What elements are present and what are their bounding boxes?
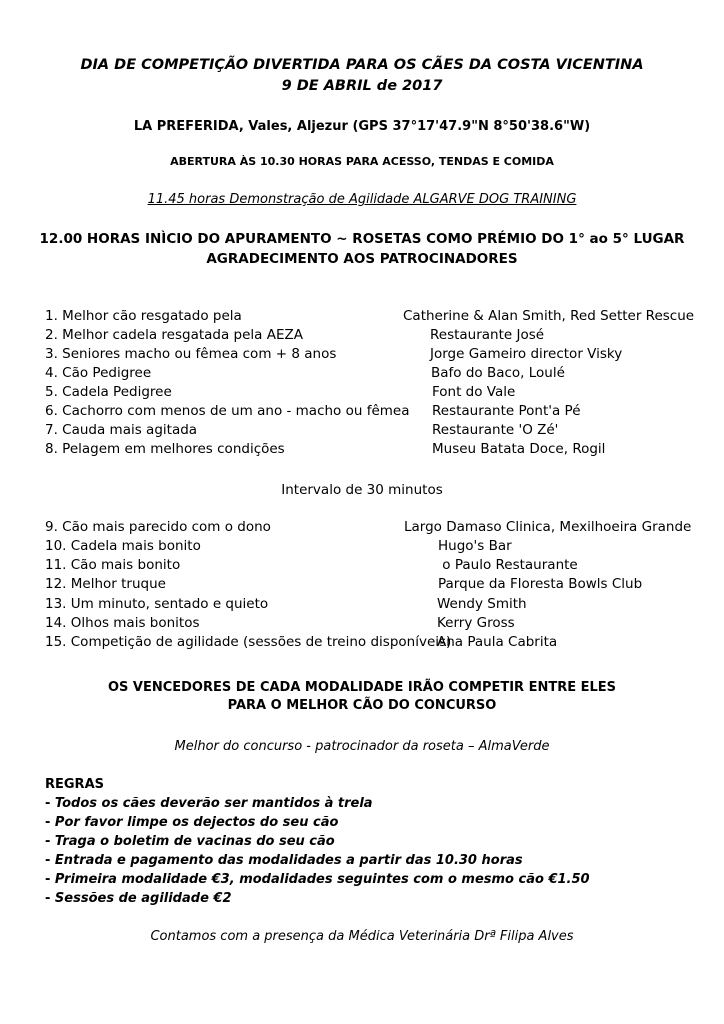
rule-item bbox=[45, 853, 523, 868]
rules-title: REGRAS bbox=[45, 777, 104, 792]
rule-text: Primeira modalidade €3, modalidades seguintes com o mesmo cão €1.50 bbox=[54, 872, 590, 887]
category-sponsor: Catherine & Alan Smith, Red Setter Rescue bbox=[403, 308, 695, 324]
rule-text: Traga o boletim de vacinas do seu cão bbox=[54, 834, 335, 849]
category-sponsor: Hugo's Bar bbox=[438, 538, 512, 554]
category-sponsor: Restaurante 'O Zé' bbox=[432, 422, 559, 438]
event-date: 9 DE ABRIL de 2017 bbox=[281, 78, 443, 94]
agility-demo: 11.45 horas Demonstração de Agilidade ALGARVE DOG TRAINING bbox=[147, 192, 577, 207]
rule-item bbox=[45, 815, 338, 830]
category-sponsor: Wendy Smith bbox=[437, 596, 527, 612]
sponsors-thanks: AGRADECIMENTO AOS PATROCINADORES bbox=[206, 251, 518, 267]
rule-text: Por favor limpe os dejectos do seu cão bbox=[54, 815, 339, 830]
vet-note: Contamos com a presença da Médica Veterinária Drª Filipa Alves bbox=[150, 929, 574, 944]
category-label: 2. Melhor cadela resgatada pela AEZA bbox=[45, 327, 303, 343]
rule-item bbox=[45, 796, 373, 811]
category-sponsor: Restaurante José bbox=[430, 327, 545, 343]
category-label: 12. Melhor truque bbox=[45, 576, 166, 592]
rule-text: Sessões de agilidade €2 bbox=[54, 891, 232, 906]
category-label: 7. Cauda mais agitada bbox=[45, 422, 198, 438]
winners-notice: OS VENCEDORES DE CADA MODALIDADE IRÃO COMPETIR ENTRE ELES bbox=[107, 680, 617, 695]
opening-notice: ABERTURA ÀS 10.30 HORAS PARA ACESSO, TENDAS E COMIDA bbox=[170, 155, 554, 168]
rule-dash: - bbox=[45, 891, 55, 906]
category-label: 11. Cão mais bonito bbox=[45, 557, 181, 573]
rule-item bbox=[45, 872, 590, 887]
rule-text: Entrada e pagamento das modalidades a partir das 10.30 horas bbox=[54, 853, 523, 868]
category-sponsor: Ana Paula Cabrita bbox=[437, 634, 558, 650]
best-in-show: Melhor do concurso - patrocinador da roseta – AlmaVerde bbox=[174, 739, 550, 754]
rule-dash: - bbox=[45, 834, 55, 849]
category-sponsor: Jorge Gameiro director Visky bbox=[430, 346, 623, 362]
category-sponsor: Kerry Gross bbox=[437, 615, 515, 631]
winners-notice-2: PARA O MELHOR CÃO DO CONCURSO bbox=[227, 698, 497, 713]
category-label: 14. Olhos mais bonitos bbox=[45, 615, 200, 631]
category-sponsor: Restaurante Pont'a Pé bbox=[432, 403, 581, 419]
category-sponsor: Museu Batata Doce, Rogil bbox=[432, 441, 606, 457]
category-label: 5. Cadela Pedigree bbox=[45, 384, 172, 400]
category-label: 1. Melhor cão resgatado pela bbox=[45, 308, 242, 324]
category-sponsor: Largo Damaso Clinica, Mexilhoeira Grande bbox=[404, 519, 692, 535]
rule-dash: - bbox=[45, 815, 55, 830]
rule-dash: - bbox=[45, 872, 55, 887]
category-label: 6. Cachorro com menos de um ano - macho ou fêmea bbox=[45, 403, 410, 419]
category-label: 15. Competição de agilidade (sessões de treino disponíveis) bbox=[45, 634, 452, 650]
rule-dash: - bbox=[45, 853, 55, 868]
category-label: 4. Cão Pedigree bbox=[45, 365, 152, 381]
category-sponsor: Font do Vale bbox=[432, 384, 516, 400]
category-label: 13. Um minuto, sentado e quieto bbox=[45, 596, 269, 612]
interval-note: Intervalo de 30 minutos bbox=[281, 482, 443, 498]
qualifying-start: 12.00 HORAS INÌCIO DO APURAMENTO ~ ROSETAS COMO PRÉMIO DO 1° ao 5° LUGAR bbox=[39, 231, 685, 247]
category-label: 10. Cadela mais bonito bbox=[45, 538, 201, 554]
category-sponsor: Parque da Floresta Bowls Club bbox=[438, 576, 643, 592]
rule-dash: - bbox=[45, 796, 55, 811]
category-sponsor: Bafo do Baco, Loulé bbox=[431, 365, 565, 381]
rule-item bbox=[45, 834, 335, 849]
category-sponsor: o Paulo Restaurante bbox=[438, 557, 578, 573]
event-location: LA PREFERIDA, Vales, Aljezur (GPS 37°17'47.9"N 8°50'38.6"W) bbox=[133, 119, 591, 134]
rule-text: Todos os cães deverão ser mantidos à trela bbox=[54, 796, 373, 811]
rule-item bbox=[45, 891, 232, 906]
category-label: 9. Cão mais parecido com o dono bbox=[45, 519, 271, 535]
event-title: DIA DE COMPETIÇÃO DIVERTIDA PARA OS CÃES DA COSTA VICENTINA bbox=[80, 57, 644, 73]
category-label: 3. Seniores macho ou fêmea com + 8 anos bbox=[45, 346, 337, 362]
category-label: 8. Pelagem em melhores condições bbox=[45, 441, 285, 457]
